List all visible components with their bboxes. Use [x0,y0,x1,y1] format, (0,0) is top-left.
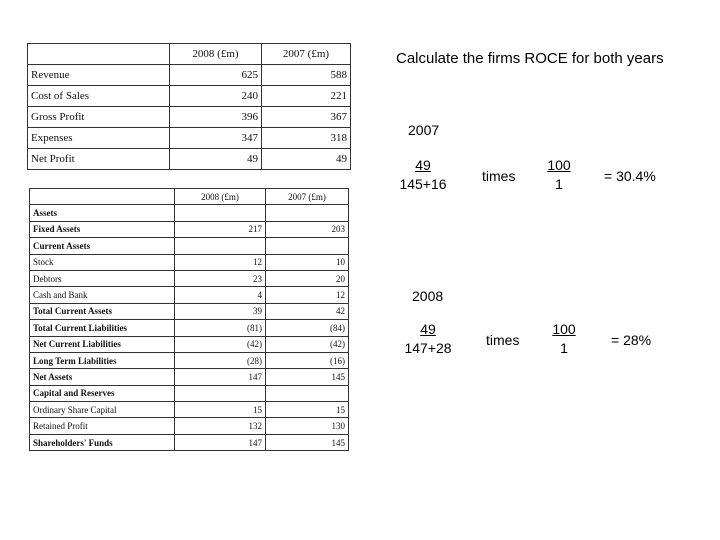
header-cell: 2007 (£m) [262,44,351,65]
row-label: Total Current Assets [30,303,175,319]
header-cell: 2008 (£m) [170,44,262,65]
table-row [30,320,349,336]
table-row [30,221,349,237]
result-2008: = 28% [611,332,652,348]
table-row [28,149,351,170]
row-label: Gross Profit [28,107,170,128]
value-2007: 145 [266,434,349,450]
balance-sheet-table [29,188,349,451]
value-2008: 4 [175,287,266,303]
value-2008: (81) [175,320,266,336]
numerator: 49 [420,321,436,337]
value-2007: 130 [266,418,349,434]
row-label: Stock [30,254,175,270]
table-row [30,418,349,434]
value-2007: 15 [266,402,349,418]
value-2008: 49 [170,149,262,170]
value-2008: (42) [175,336,266,352]
year-label-2008: 2008 [412,288,444,304]
value-2008: (28) [175,352,266,368]
value-2008: 217 [175,221,266,237]
multiplier-2007 [540,157,578,192]
value-2007: (42) [266,336,349,352]
row-label: Ordinary Share Capital [30,402,175,418]
value-2007: 318 [262,128,351,149]
value-2008: 12 [175,254,266,270]
row-label: Retained Profit [30,418,175,434]
multiplier-top: 100 [547,157,571,173]
value-2007 [266,238,349,254]
value-2008 [175,238,266,254]
row-label: Total Current Liabilities [30,320,175,336]
result-2007: = 30.4% [604,168,656,184]
table-row [30,205,349,221]
table-row [28,86,351,107]
table-row [30,369,349,385]
table-row [30,385,349,401]
value-2008: 132 [175,418,266,434]
value-2007 [266,205,349,221]
denominator: 145+16 [399,176,447,192]
value-2008: 240 [170,86,262,107]
fraction-2008 [396,321,460,356]
multiplier-bottom: 1 [555,176,563,192]
table-row [30,270,349,286]
value-2008: 147 [175,434,266,450]
value-2008: 625 [170,65,262,86]
row-label: Cost of Sales [28,86,170,107]
row-label: Net Current Liabilities [30,336,175,352]
value-2008 [175,385,266,401]
row-label: Shareholders' Funds [30,434,175,450]
table-row [28,128,351,149]
value-2008: 147 [175,369,266,385]
row-label: Net Profit [28,149,170,170]
value-2007: 145 [266,369,349,385]
row-label: Cash and Bank [30,287,175,303]
table-header-row [30,189,349,205]
value-2008: 39 [175,303,266,319]
row-label: Fixed Assets [30,221,175,237]
value-2007: 367 [262,107,351,128]
value-2007: 49 [262,149,351,170]
slide-title: Calculate the firms ROCE for both years [396,50,664,67]
header-cell: 2008 (£m) [175,189,266,205]
value-2007: 203 [266,221,349,237]
header-cell [28,44,170,65]
multiplier-2008 [545,321,583,356]
value-2008: 396 [170,107,262,128]
times-label: times [482,168,516,184]
row-label: Expenses [28,128,170,149]
value-2007: 10 [266,254,349,270]
value-2007: 221 [262,86,351,107]
value-2007: (84) [266,320,349,336]
value-2007: 42 [266,303,349,319]
header-cell: 2007 (£m) [266,189,349,205]
table-row [30,303,349,319]
table-row [28,107,351,128]
denominator: 147+28 [404,340,452,356]
table-row [30,336,349,352]
table-row [28,65,351,86]
income-statement-table [27,43,351,170]
value-2008: 15 [175,402,266,418]
row-label: Debtors [30,270,175,286]
value-2008 [175,205,266,221]
table-header-row [28,44,351,65]
row-label: Current Assets [30,238,175,254]
times-label: times [486,332,520,348]
row-label: Assets [30,205,175,221]
value-2007: 20 [266,270,349,286]
table-row [30,352,349,368]
value-2008: 23 [175,270,266,286]
header-cell [30,189,175,205]
value-2007: 588 [262,65,351,86]
table-row [30,402,349,418]
fraction-2007 [392,157,454,192]
multiplier-top: 100 [552,321,576,337]
row-label: Net Assets [30,369,175,385]
value-2007 [266,385,349,401]
table-row [30,434,349,450]
table-row [30,254,349,270]
year-label-2007: 2007 [408,122,440,138]
value-2008: 347 [170,128,262,149]
table-row [30,287,349,303]
row-label: Long Term Liabilities [30,352,175,368]
row-label: Revenue [28,65,170,86]
numerator: 49 [415,157,431,173]
value-2007: 12 [266,287,349,303]
value-2007: (16) [266,352,349,368]
table-row [30,238,349,254]
row-label: Capital and Reserves [30,385,175,401]
multiplier-bottom: 1 [560,340,568,356]
